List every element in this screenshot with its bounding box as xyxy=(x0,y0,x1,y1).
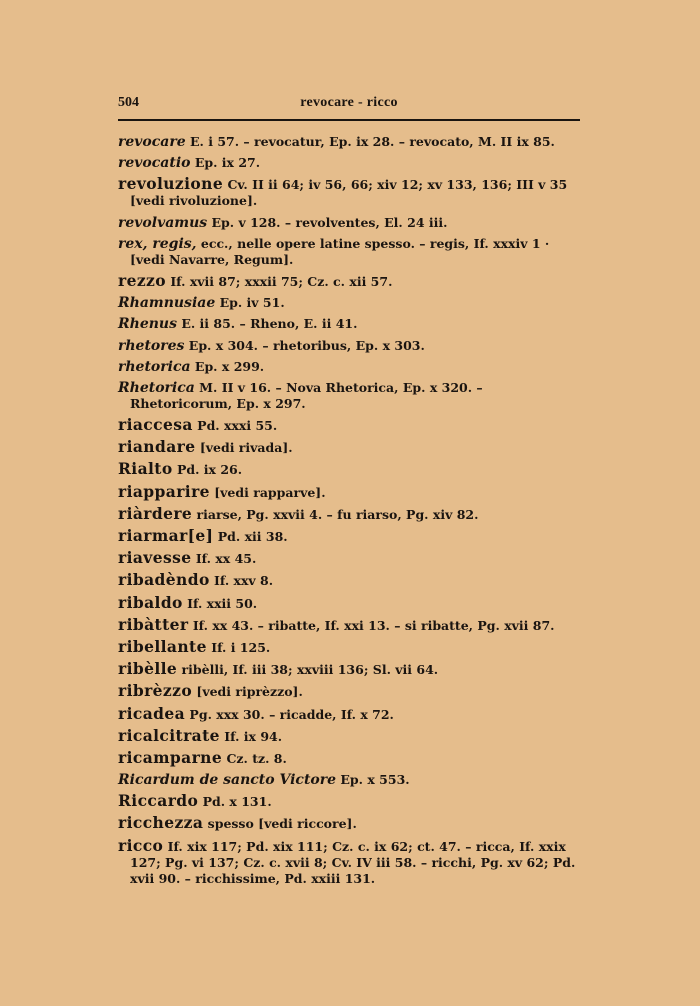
entry-references: [vedi rapparve]. xyxy=(209,484,326,500)
page-number: 504 xyxy=(118,95,139,110)
entry-headword: Rhetorica xyxy=(118,379,195,396)
dictionary-entry xyxy=(118,528,584,545)
entry-headword: Riccardo xyxy=(118,791,199,811)
entry-references: If. xxv 8. xyxy=(209,573,274,589)
entry-references: If. xx 43. – ribatte, If. xxi 13. – si ribatte, Pg. xvii 87. xyxy=(188,617,555,633)
dictionary-entry xyxy=(118,592,584,612)
entry-references: spesso [vedi riccore]. xyxy=(203,816,357,832)
entry-references: E. i 57. – revocatur, Ep. ix 28. – revocato, M. II ix 85. xyxy=(185,134,555,149)
dictionary-entry xyxy=(118,815,584,832)
entry-references: M. II v 16. – Nova Rhetorica, Ep. x 320. – Rhetoricorum, Ep. x 297. xyxy=(130,379,483,411)
dictionary-entry xyxy=(118,503,584,523)
dictionary-entry xyxy=(118,236,584,268)
entry-headword: revocatio xyxy=(118,155,191,172)
dictionary-entry xyxy=(118,614,584,634)
entry-headword: rezzo xyxy=(118,270,166,290)
dictionary-entry xyxy=(118,316,584,332)
entry-headword: ribadèndo xyxy=(118,570,210,590)
entry-headword: ribèlle xyxy=(118,659,178,679)
entry-references: riarse, Pg. xxvii 4. – fu riarso, Pg. xiv 82. xyxy=(192,506,479,522)
dictionary-entry xyxy=(118,338,584,354)
dictionary-entry xyxy=(118,439,584,456)
entry-references: If. xix 117; Pd. xix 111; Cz. c. ix 62; ct. 47. – ricca, If. xxix 127; Pg. vi 137; Cz. c. xvii 8; Cv. IV iii 58. – ricchi, Pg. xv 62; Pd. xvii 90. – ricchissime, Pd. xxiii 131. xyxy=(130,838,576,886)
running-head: revocare - ricco xyxy=(300,95,398,110)
entry-references: E. ii 85. – Rheno, E. ii 41. xyxy=(176,316,358,332)
entry-references: ecc., nelle opere latine spesso. – regis, If. xxxiv 1 · [vedi Navarre, Regum]. xyxy=(130,235,550,267)
entry-references: Ep. v 128. – revolventes, El. 24 iii. xyxy=(207,214,448,230)
dictionary-entry xyxy=(118,572,584,589)
entry-references: If. i 125. xyxy=(206,639,271,655)
entry-headword: riapparire xyxy=(118,481,210,501)
entry-references: If. xxii 50. xyxy=(182,595,258,611)
entry-references: Pg. xxx 30. – ricadde, If. x 72. xyxy=(185,706,394,722)
entry-headword: Rhenus xyxy=(118,316,177,333)
dictionary-entry xyxy=(118,793,584,810)
header-rule xyxy=(118,119,580,121)
dictionary-entry xyxy=(118,155,584,171)
dictionary-entry xyxy=(118,270,584,290)
entry-references: Cz. tz. 8. xyxy=(222,750,287,766)
dictionary-entry xyxy=(118,417,584,434)
dictionary-entries xyxy=(118,134,584,892)
entry-references: Pd. xii 38. xyxy=(213,529,288,544)
dictionary-entry xyxy=(118,703,584,723)
entry-references: [vedi rivada]. xyxy=(195,440,293,456)
entry-headword: revolvamus xyxy=(118,214,208,231)
entry-headword: rhetores xyxy=(118,337,185,354)
entry-headword: riàrdere xyxy=(118,503,193,523)
dictionary-entry xyxy=(118,661,584,678)
dictionary-entry xyxy=(118,772,584,788)
entry-headword: ribaldo xyxy=(118,592,183,612)
entry-references: ribèlli, If. iii 38; xxviii 136; Sl. vii 64. xyxy=(177,662,439,678)
entry-headword: rex, regis, xyxy=(118,235,197,252)
entry-references: Pd. xxxi 55. xyxy=(192,418,278,434)
entry-references: Ep. ix 27. xyxy=(190,155,261,171)
entry-headword: ricchezza xyxy=(118,813,204,833)
entry-headword: ribellante xyxy=(118,636,207,656)
entry-references: If. ix 94. xyxy=(219,728,283,744)
entry-references: Ep. iv 51. xyxy=(215,295,285,311)
entry-headword: Rialto xyxy=(118,459,173,479)
entry-headword: ribrèzzo xyxy=(118,681,193,701)
entry-headword: ricadea xyxy=(118,703,186,723)
dictionary-entry xyxy=(118,461,584,478)
dictionary-entry xyxy=(118,550,584,567)
dictionary-entry xyxy=(118,835,584,887)
dictionary-entry xyxy=(118,481,584,501)
dictionary-entry xyxy=(118,215,584,231)
dictionary-entry xyxy=(118,359,584,375)
dictionary-entry xyxy=(118,683,584,700)
entry-references: [vedi riprèzzo]. xyxy=(192,684,303,700)
entry-references: Ep. x 553. xyxy=(336,772,410,788)
dictionary-entry xyxy=(118,725,584,745)
entry-headword: ricalcitrate xyxy=(118,725,220,745)
entry-references: If. xx 45. xyxy=(191,551,257,567)
entry-headword: riarmar[e] xyxy=(118,526,214,545)
entry-references: If. xvii 87; xxxii 75; Cz. c. xii 57. xyxy=(165,273,393,289)
entry-headword: Ricardum de sancto Victore xyxy=(118,772,337,789)
page-header xyxy=(118,95,580,115)
entry-headword: ribàtter xyxy=(118,614,189,634)
entry-references: Cv. II ii 64; iv 56, 66; xiv 12; xv 133, 136; III v 35 [vedi rivoluzione]. xyxy=(130,177,568,209)
entry-references: Pd. ix 26. xyxy=(172,462,243,478)
entry-references: Pd. x 131. xyxy=(198,794,272,810)
dictionary-entry xyxy=(118,134,584,150)
entry-references: Ep. x 299. xyxy=(190,358,265,374)
entry-headword: riandare xyxy=(118,437,196,457)
entry-headword: revoluzione xyxy=(118,174,224,194)
entry-headword: revocare xyxy=(118,134,186,150)
dictionary-entry xyxy=(118,176,584,209)
entry-references: Ep. x 304. – rhetoribus, Ep. x 303. xyxy=(184,337,425,353)
entry-headword: riavesse xyxy=(118,548,192,568)
dictionary-entry xyxy=(118,295,584,311)
dictionary-entry xyxy=(118,380,584,412)
entry-headword: Rhamnusiae xyxy=(118,295,216,312)
entry-headword: rhetorica xyxy=(118,358,191,375)
dictionary-entry xyxy=(118,636,584,656)
entry-headword: ricco xyxy=(118,835,164,855)
dictionary-entry xyxy=(118,747,584,767)
entry-headword: riaccesa xyxy=(118,415,193,435)
entry-headword: ricamparne xyxy=(118,747,223,767)
